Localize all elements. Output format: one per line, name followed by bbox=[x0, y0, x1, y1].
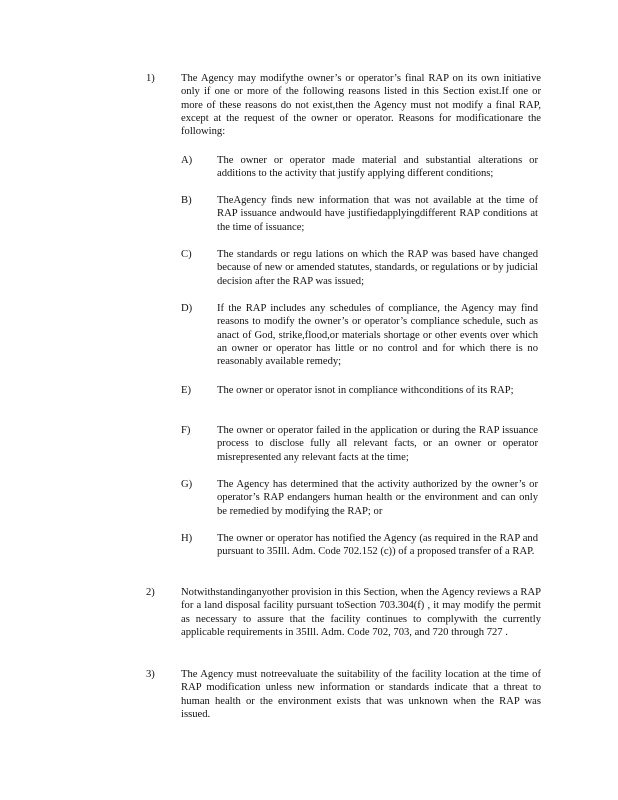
subparagraph-text: The owner or operator has notified the Agency (as required in the RAP and pursuant to 35Ill. Adm. Code 702.152 (c)) of a proposed transfer of a RAP. bbox=[217, 533, 538, 558]
paragraph-text: The Agency may modifythe owner’s or operator’s final RAP on its own initiative only if one or more of the following reasons listed in this Section exist.If one or more of these reasons do not exist,then the Agency must not modify a final RAP, except at the request of the owner or operator. Reasons for modificationare the following: bbox=[181, 73, 541, 138]
subparagraph-letter: D) bbox=[181, 303, 193, 314]
paragraph-number: 1) bbox=[146, 73, 155, 84]
subparagraph-text: The owner or operator isnot in compliance withconditions of its RAP; bbox=[217, 385, 514, 396]
paragraph-text: Notwithstandinganyother provision in this Section, when the Agency reviews a RAP for a land disposal facility pursuant toSection 703.304(f) , it may modify the permit as necessary to assure that the facility continues to complywith the currently applicable requirements in 35Ill. Adm. Code 702, 703, and 720 through 727 . bbox=[181, 587, 541, 638]
subparagraph-text: The owner or operator failed in the application or during the RAP issuance process to disclose fully all relevant facts, or an owner or operator misrepresented any relevant facts at the time; bbox=[217, 425, 538, 463]
paragraph-text: The Agency must notreevaluate the suitability of the facility location at the time of RAP modification unless new information or standards indicate that a threat to human health or the environment exists that was unknown when the RAP was issued. bbox=[181, 669, 541, 720]
subparagraph-text: The Agency has determined that the activity authorized by the owner’s or operator’s RAP endangers human health or the environment and can only be remedied by modifying the RAP; or bbox=[217, 479, 538, 517]
subparagraph-text: TheAgency finds new information that was not available at the time of RAP issuance andwould have justifiedapplyingdifferent RAP conditions at the time of issuance; bbox=[217, 195, 538, 233]
subparagraph-letter: A) bbox=[181, 155, 193, 166]
subparagraph-letter: H) bbox=[181, 533, 193, 544]
subparagraph-letter: G) bbox=[181, 479, 193, 490]
paragraph-number: 3) bbox=[146, 669, 155, 680]
subparagraph-letter: E) bbox=[181, 385, 191, 396]
subparagraph-letter: F) bbox=[181, 425, 191, 436]
subparagraph-letter: C) bbox=[181, 249, 192, 260]
subparagraph-text: If the RAP includes any schedules of compliance, the Agency may find reasons to modify the owner’s or operator’s compliance schedule, such as anact of God, strike,flood,or materials shortage or other events over which an owner or operator has little or no control and for which there is no reasonably available remedy; bbox=[217, 303, 538, 368]
subparagraph-text: The standards or regu lations on which the RAP was based have changed because of new or amended statutes, standards, or regulations or by judicial decision after the RAP was issued; bbox=[217, 249, 538, 287]
subparagraph-letter: B) bbox=[181, 195, 192, 206]
subparagraph-text: The owner or operator made material and substantial alterations or additions to the activity that justify applying different conditions; bbox=[217, 155, 538, 180]
paragraph-number: 2) bbox=[146, 587, 155, 598]
